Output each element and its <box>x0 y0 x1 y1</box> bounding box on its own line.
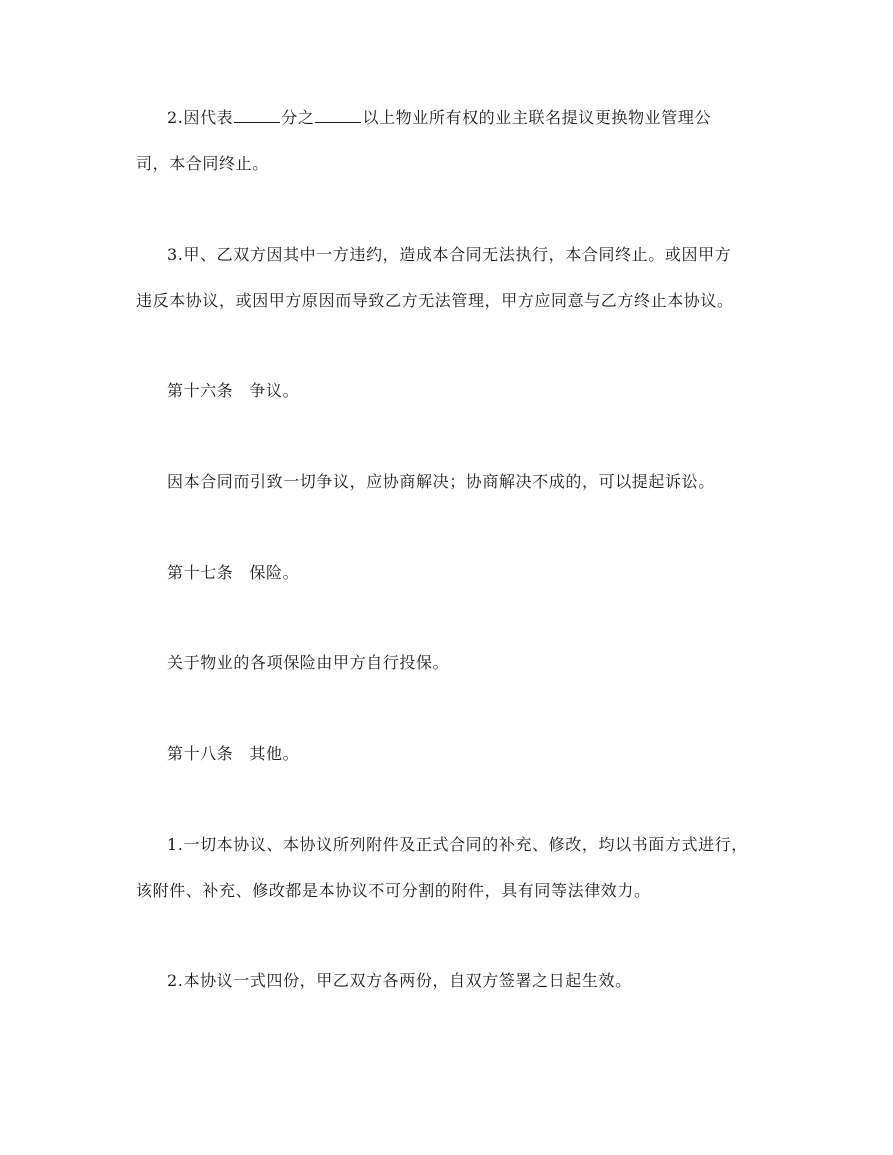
article-18-title: 其他。 <box>249 744 300 763</box>
article-17-number: 第十七条 <box>167 563 234 582</box>
clause-15-2-line-1 <box>167 108 711 128</box>
article-16-heading <box>167 381 299 401</box>
article-16-title: 争议。 <box>249 381 300 400</box>
clause-15-3-line-2: 违反本协议，或因甲方原因而导致乙方无法管理，甲方应同意与乙方终止本协议。 <box>136 291 734 310</box>
article-17-title: 保险。 <box>249 563 300 582</box>
article-17-heading <box>167 563 299 583</box>
blank-field-denominator <box>315 108 361 123</box>
clause-15-2-line-2: 司，本合同终止。 <box>136 154 269 173</box>
clause-15-2-part-2: 分之 <box>281 108 315 127</box>
article-16-number: 第十六条 <box>167 381 234 400</box>
blank-field-numerator <box>234 108 280 123</box>
clause-15-3-line-1: 3.甲、乙双方因其中一方违约，造成本合同无法执行，本合同终止。或因甲方 <box>167 245 732 264</box>
article-18-number: 第十八条 <box>167 744 234 763</box>
clause-15-2-part-1: 2.因代表 <box>167 108 234 127</box>
clause-15-2-part-3: 以上物业所有权的业主联名提议更换物业管理公 <box>362 108 712 127</box>
article-18-item-1-line-1: 1.一切本协议、本协议所列附件及正式合同的补充、修改，均以书面方式进行， <box>167 835 748 854</box>
article-18-heading <box>167 744 299 764</box>
article-18-item-2: 2.本协议一式四份，甲乙双方各两份，自双方签署之日起生效。 <box>167 971 632 990</box>
article-17-body: 关于物业的各项保险由甲方自行投保。 <box>167 653 450 672</box>
article-16-body: 因本合同而引致一切争议，应协商解决；协商解决不成的，可以提起诉讼。 <box>167 472 715 491</box>
article-18-item-1-line-2: 该附件、补充、修改都是本协议不可分割的附件，具有同等法律效力。 <box>136 881 651 900</box>
